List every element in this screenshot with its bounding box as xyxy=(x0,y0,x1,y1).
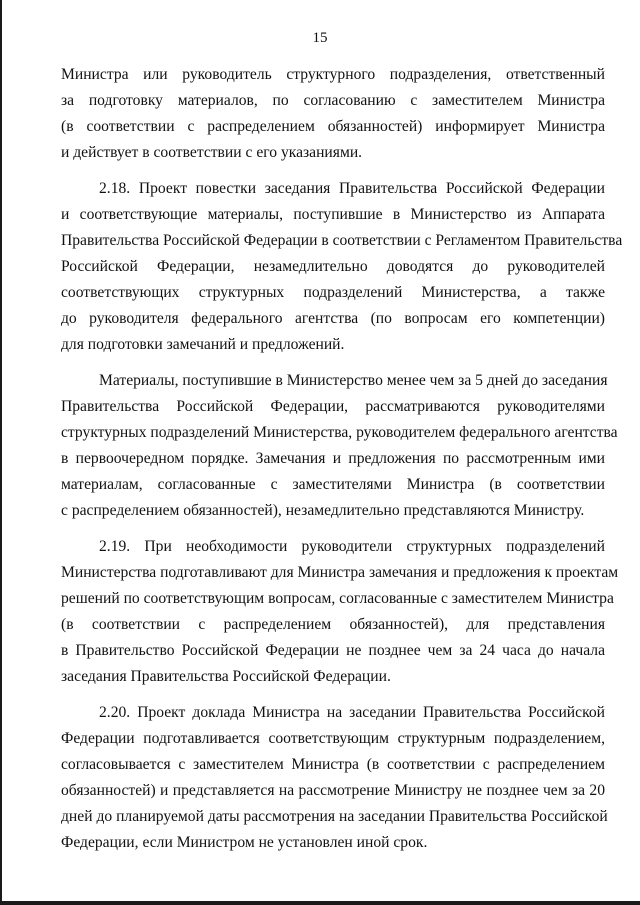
text-line: решений по соответствующим вопросам, согласованные с заместителем Министра xyxy=(61,590,614,607)
text-line: заседания Правительства Российской Федерации. xyxy=(61,668,391,685)
text-line: (в соответствии с распределением обязанностей) информирует Министра xyxy=(61,118,605,135)
text-line: Правительства Российской Федерации, рассматриваются руководителями xyxy=(61,398,605,415)
document-body xyxy=(61,62,623,856)
paragraph xyxy=(61,176,623,358)
text-line: соответствующих структурных подразделений Министерства, а также xyxy=(61,284,605,301)
text-line: Материалы, поступившие в Министерство менее чем за 5 дней до заседания xyxy=(99,372,608,389)
text-line: 2.19. При необходимости руководители структурных подразделений xyxy=(99,538,605,555)
text-line: за подготовку материалов, по согласованию с заместителем Министра xyxy=(61,92,605,109)
text-line: и действует в соответствии с его указаниями. xyxy=(61,144,363,161)
text-line: в первоочередном порядке. Замечания и предложения по рассмотренным ими xyxy=(61,450,605,467)
text-line: материалам, согласованные с заместителями Министра (в соответствии xyxy=(61,476,605,493)
text-line: 2.18. Проект повестки заседания Правительства Российской Федерации xyxy=(99,180,605,197)
paragraph xyxy=(61,368,618,524)
text-line: дней до планируемой даты рассмотрения на заседании Правительства Российской xyxy=(61,808,608,825)
paragraph xyxy=(61,534,619,690)
text-line: Федерации, если Министром не установлен иной срок. xyxy=(61,834,428,851)
text-line: до руководителя федерального агентства (по вопросам его компетенции) xyxy=(61,310,605,327)
text-line: с распределением обязанностей), незамедлительно представляются Министру. xyxy=(61,502,585,519)
text-line: Правительства Российской Федерации в соответствии с Регламентом Правительства xyxy=(61,232,623,249)
text-line: (в соответствии с распределением обязанностей), для представления xyxy=(61,616,605,633)
text-line: согласовывается с заместителем Министра (в соответствии с распределением xyxy=(61,756,605,773)
paragraph xyxy=(61,62,605,166)
scan-edge-bottom xyxy=(0,901,640,905)
text-line: структурных подразделений Министерства, руководителем федерального агентства xyxy=(61,424,618,441)
text-line: обязанностей) и представляется на рассмотрение Министру не позднее чем за 20 xyxy=(61,782,605,799)
paragraph xyxy=(61,700,608,856)
text-line: Министра или руководитель структурного подразделения, ответственный xyxy=(61,66,605,83)
text-line: Российской Федерации, незамедлительно доводятся до руководителей xyxy=(61,258,605,275)
text-line: и соответствующие материалы, поступившие в Министерство из Аппарата xyxy=(61,206,605,223)
scan-edge-left xyxy=(0,0,2,905)
page-number: 15 xyxy=(312,30,328,46)
text-line: Федерации подготавливается соответствующим структурным подразделением, xyxy=(61,730,605,747)
text-line: 2.20. Проект доклада Министра на заседании Правительства Российской xyxy=(99,704,605,721)
text-line: для подготовки замечаний и предложений. xyxy=(61,336,345,353)
text-line: Министерства подготавливают для Министра замечания и предложения к проектам xyxy=(61,564,619,581)
text-line: в Правительство Российской Федерации не позднее чем за 24 часа до начала xyxy=(61,642,605,659)
